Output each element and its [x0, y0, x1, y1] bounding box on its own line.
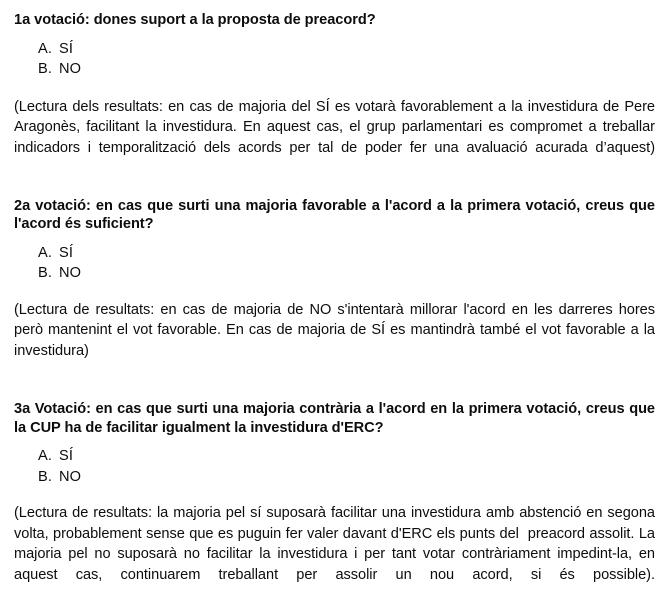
option-marker: B. [38, 265, 52, 282]
reading-note-3: (Lectura de resultats: la majoria pel sí suposarà facilitar una investidura amb abstenció en segona volta, probablement sense que es puguin fer valer davant d'ERC els punts del preacord assolit. La majoria pel no suposarà no facilitar la investidura i per tant votar contràriament impedint-la, en aquest cas, continuarem treballant per assolir un nou acord, si és possible). [14, 505, 660, 584]
answer-option-3-b[interactable] [38, 467, 655, 488]
option-label: NO [59, 265, 82, 282]
question-heading-3: 3a Votació: en cas que surti una majoria contrària a l'acord en la primera votació, creus que la CUP ha de facilitar igualment la investidura d'ERC? [14, 401, 655, 436]
option-label: NO [59, 61, 82, 77]
option-label: SÍ [59, 244, 73, 261]
question-heading-2: 2a votació: en cas que surti una majoria favorable a l'acord a la primera votació, creus que l'acord és suficient? [14, 197, 655, 233]
option-marker: B. [38, 61, 52, 77]
question-block-3 [14, 400, 660, 604]
answer-option-2-a[interactable] [38, 243, 655, 264]
reading-note-1: (Lectura dels resultats: en cas de majoria del SÍ es votarà favorablement a la investidura de Pere Aragonès, facilitant la investidura. En aquest cas, el grup parlamentari es compromet a treballar indicadors i temporalització dels acords per tal de poder fer una avaluació acurada d’aquest) [14, 98, 660, 156]
answer-option-3-a[interactable] [38, 446, 655, 467]
answer-options-1 [14, 39, 655, 80]
answer-options-3 [14, 446, 655, 487]
question-block-2 [14, 197, 660, 382]
option-label: SÍ [59, 40, 73, 57]
answer-option-2-b[interactable] [38, 263, 655, 284]
answer-options-2 [14, 243, 655, 284]
question-block-1 [14, 11, 660, 179]
option-marker: B. [38, 468, 52, 485]
reading-note-2: (Lectura de resultats: en cas de majoria de NO s'intentarà millorar l'acord en les darreres hores però mantenint el vot favorable. En cas de majoria de SÍ es mantindrà també el vot favorable a la investidura) [14, 301, 660, 360]
question-heading-1: 1a votació: dones suport a la proposta de preacord? [14, 12, 376, 28]
answer-option-1-a[interactable] [38, 39, 655, 60]
option-marker: A. [38, 244, 52, 261]
option-marker: A. [38, 40, 52, 57]
option-marker: A. [38, 448, 52, 465]
option-label: SÍ [59, 448, 73, 465]
option-label: NO [59, 468, 82, 485]
answer-option-1-b[interactable] [38, 59, 655, 80]
